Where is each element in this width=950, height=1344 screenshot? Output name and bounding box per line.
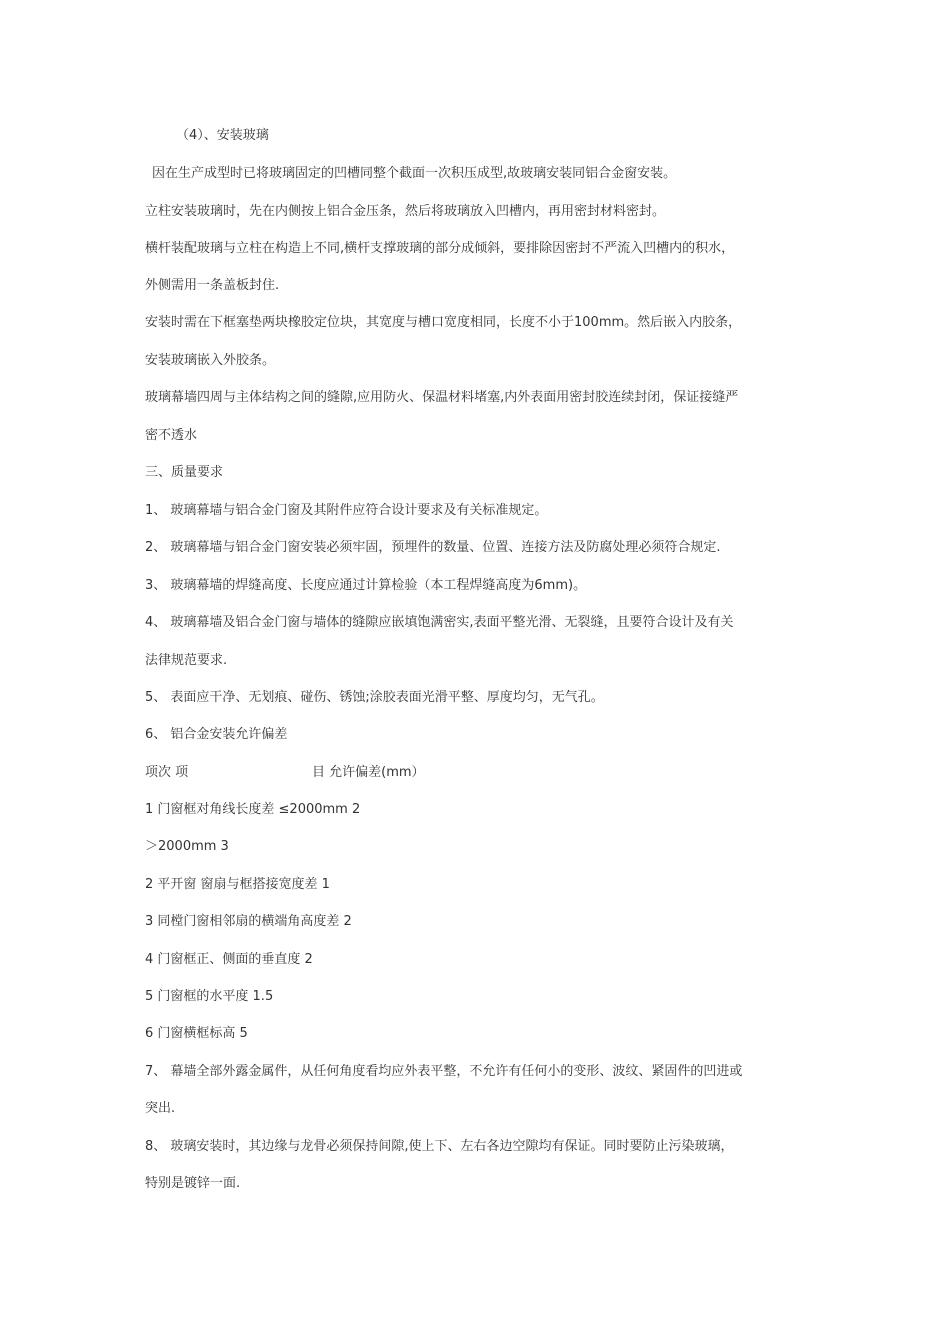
paragraph-line: 突出.	[145, 1101, 176, 1116]
section-heading: 三、质量要求	[145, 465, 224, 480]
paragraph-line: 安装时需在下框塞垫两块橡胶定位块，其宽度与槽口宽度相同，长度不小于100mm。然后嵌入内胶条，	[145, 315, 742, 330]
section-heading: （4）、安装玻璃	[176, 128, 269, 143]
paragraph-line: 玻璃幕墙四周与主体结构之间的缝隙,应用防火、保温材料堵塞,内外表面用密封胶连续封闭，保证接缝严	[145, 390, 739, 405]
table-header-col1: 项次 项	[145, 765, 189, 780]
list-item: 8、 玻璃安装时，其边缘与龙骨必须保持间隙,使上下、左右各边空隙均有保证。同时要防止污染玻璃，	[145, 1139, 734, 1154]
table-row: 2 平开窗 窗扇与框搭接宽度差 1	[145, 877, 330, 892]
paragraph-line: 特别是镀锌一面.	[145, 1176, 241, 1191]
list-item: 1、 玻璃幕墙与铝合金门窗及其附件应符合设计要求及有关标准规定。	[145, 503, 548, 518]
list-item: 5、 表面应干净、无划痕、碰伤、锈蚀;涂胶表面光滑平整、厚度均匀，无气孔。	[145, 690, 604, 705]
list-item: 2、 玻璃幕墙与铝合金门窗安装必须牢固，预埋件的数量、位置、连接方法及防腐处理必须符合规定.	[145, 540, 721, 555]
paragraph-line: 横杆装配玻璃与立柱在构造上不同,横杆支撑玻璃的部分成倾斜，要排除因密封不严流入凹槽内的积水，	[145, 241, 735, 256]
paragraph-line: 密不透水	[145, 428, 198, 443]
paragraph-line: 安装玻璃嵌入外胶条。	[145, 353, 276, 368]
table-row: 1 门窗框对角线长度差 ≤2000mm 2	[145, 802, 361, 817]
table-header-col2: 目 允许偏差(mm）	[312, 765, 425, 780]
paragraph-line: 立柱安装玻璃时，先在内侧按上铝合金压条，然后将玻璃放入凹槽内，再用密封材料密封。	[145, 204, 666, 219]
list-item: 4、 玻璃幕墙及铝合金门窗与墙体的缝隙应嵌填饱满密实,表面平整光滑、无裂缝，且要符合设计及有关	[145, 615, 734, 630]
paragraph-line: 因在生产成型时已将玻璃固定的凹槽同整个截面一次积压成型,故玻璃安装同铝合金窗安装。	[152, 166, 677, 181]
list-item: 3、 玻璃幕墙的焊缝高度、长度应通过计算检验（本工程焊缝高度为6mm)。	[145, 578, 587, 593]
table-row: 3 同樘门窗相邻扇的横端角高度差 2	[145, 914, 352, 929]
table-row: 5 门窗框的水平度 1.5	[145, 989, 274, 1004]
table-row: 6 门窗横框标高 5	[145, 1026, 248, 1041]
table-row: 4 门窗框正、侧面的垂直度 2	[145, 952, 313, 967]
table-header	[145, 764, 545, 782]
paragraph-line: 外侧需用一条盖板封住.	[145, 278, 280, 293]
list-item: 法律规范要求.	[145, 653, 228, 668]
table-row: ＞2000mm 3	[145, 839, 229, 854]
list-item: 6、 铝合金安装允许偏差	[145, 727, 288, 742]
list-item: 7、 幕墙全部外露金属件，从任何角度看均应外表平整，不允许有任何小的变形、波纹、紧固件的凹进或	[145, 1064, 743, 1079]
